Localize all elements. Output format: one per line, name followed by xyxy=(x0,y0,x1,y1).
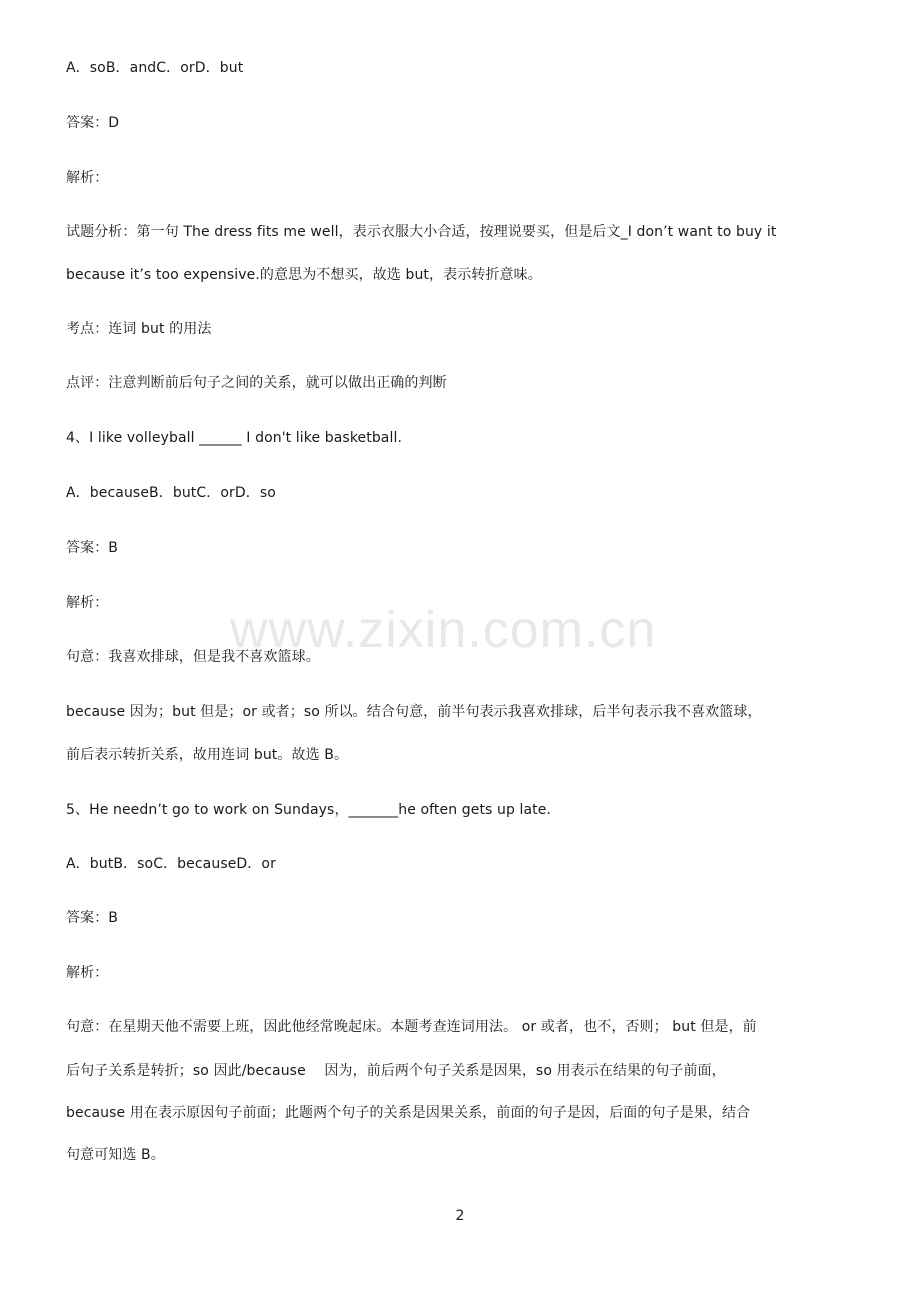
q3-analysis-heading: 解析： xyxy=(66,170,109,186)
q3-answer: 答案：D xyxy=(66,115,120,131)
q5-analysis-line-2: 后句子关系是转折；so 因此/because 因为，前后两个句子关系是因果，so 用表示在结果的句子前面， xyxy=(66,1063,726,1079)
q4-analysis-line-1: because 因为；but 但是；or 或者；so 所以。结合句意，前半句表示我喜欢排球，后半句表示我不喜欢篮球， xyxy=(66,704,762,720)
page-number: 2 xyxy=(455,1208,465,1224)
q5-options: A．butB．soC．becauseD．or xyxy=(66,856,276,872)
q4-analysis-line-2: 前后表示转折关系，故用连词 but。故选 B。 xyxy=(66,747,349,763)
q3-analysis-line-2: because it’s too expensive.的意思为不想买，故选 but，表示转折意味。 xyxy=(66,267,542,283)
q3-analysis-line-1: 试题分析：第一句 The dress fits me well，表示衣服大小合适，按理说要买，但是后文_I don’t want to buy it xyxy=(66,224,777,240)
q5-analysis-line-3: because 用在表示原因句子前面；此题两个句子的关系是因果关系，前面的句子是因，后面的句子是果，结合 xyxy=(66,1105,751,1121)
q3-comment: 点评：注意判断前后句子之间的关系，就可以做出正确的判断 xyxy=(66,375,447,391)
q3-options: A．soB．andC．orD．but xyxy=(66,60,244,76)
q5-answer: 答案：B xyxy=(66,910,119,926)
q5-analysis-line-4: 句意可知选 B。 xyxy=(66,1147,165,1163)
q3-test-point: 考点：连词 but 的用法 xyxy=(66,321,212,337)
q4-analysis-heading: 解析： xyxy=(66,595,109,611)
q5-question: 5、He needn’t go to work on Sundays，_______he often gets up late． xyxy=(66,802,561,818)
q4-answer: 答案：B xyxy=(66,540,119,556)
q4-question: 4、I like volleyball ______ I don't like basketball. xyxy=(66,430,403,446)
q5-analysis-line-1: 句意：在星期天他不需要上班，因此他经常晚起床。本题考查连词用法。 or 或者，也不，否则； but 但是，前 xyxy=(66,1019,757,1035)
watermark: www.zixin.com.cn xyxy=(230,601,657,659)
q4-options: A．becauseB．butC．orD．so xyxy=(66,485,276,501)
q4-meaning: 句意：我喜欢排球，但是我不喜欢篮球。 xyxy=(66,649,320,665)
q5-analysis-heading: 解析： xyxy=(66,965,109,981)
